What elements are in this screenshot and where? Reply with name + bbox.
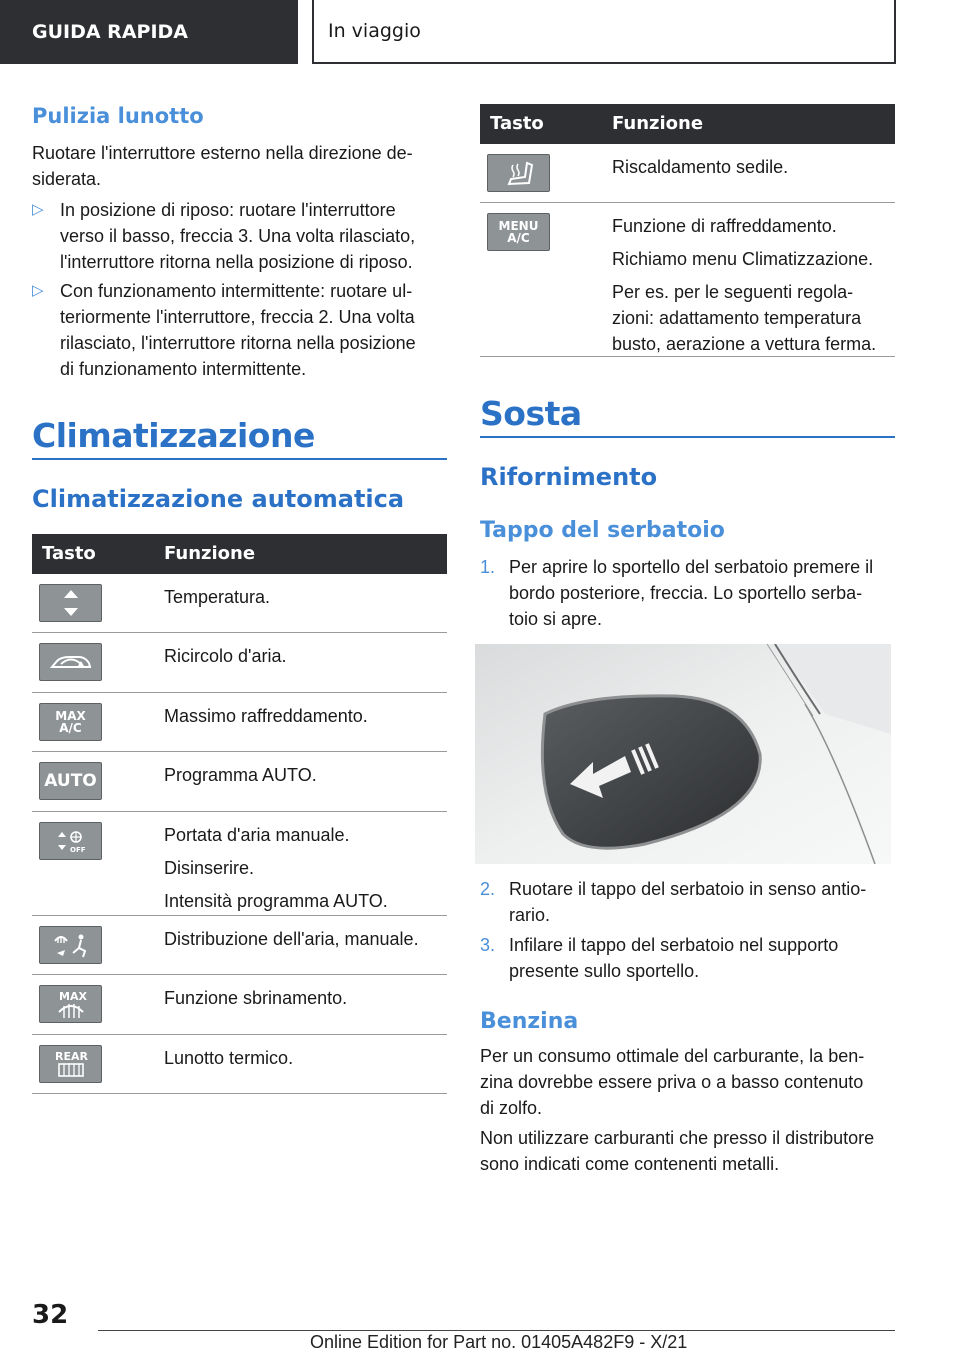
row-text: Ricircolo d'aria. <box>164 646 287 666</box>
row-text: Lunotto termico. <box>164 1048 294 1068</box>
row-text: Per es. per le seguenti regola- zioni: adattamento temperatura busto, aerazione a vettura ferma. <box>612 282 877 354</box>
pulizia-intro-line: Ruotare l'interruttore esterno nella direzione de- <box>32 143 413 163</box>
clima-table <box>32 534 447 1094</box>
heading-rule <box>480 436 895 438</box>
table-row <box>32 916 447 975</box>
step-item <box>480 554 895 634</box>
step-line: Ruotare il tappo del serbatoio in senso antio- <box>509 879 867 899</box>
temperature-arrows-icon <box>39 584 102 622</box>
table-row <box>32 574 447 633</box>
menu-ac-icon: MENU A/C <box>487 213 550 251</box>
table-row <box>32 975 447 1035</box>
bullet-item <box>32 197 447 277</box>
step-item <box>480 876 895 930</box>
rear-defrost-icon <box>39 1045 102 1083</box>
pulizia-intro-line: siderata. <box>32 169 102 189</box>
step-line: rario. <box>509 905 551 925</box>
bullet-line: di funzionamento intermittente. <box>60 359 307 379</box>
table-header <box>32 534 447 574</box>
max-ac-icon: MAX A/C <box>39 703 102 741</box>
step-number: 2. <box>480 879 496 899</box>
fan-off-icon <box>39 822 102 860</box>
step-number: 3. <box>480 935 496 955</box>
bullet-line: In posizione di riposo: ruotare l'interruttore <box>60 200 396 220</box>
svg-text:OFF: OFF <box>69 846 86 854</box>
step-line: toio si apre. <box>509 609 603 629</box>
climatizzazione-heading: Climatizzazione <box>32 416 315 455</box>
row-text: Riscaldamento sedile. <box>612 157 789 177</box>
table-row <box>32 693 447 752</box>
row-text: Massimo raffreddamento. <box>164 706 368 726</box>
footer-edition: Online Edition for Part no. 01405A482F9 - X/21 <box>310 1332 688 1352</box>
bullet-line: teriormente l'interruttore, freccia 2. Una volta <box>60 307 415 327</box>
para-line: di zolfo. <box>480 1098 543 1118</box>
air-distribution-icon <box>39 926 102 964</box>
col-funzione: Funzione <box>612 113 704 134</box>
pulizia-intro <box>32 140 447 192</box>
col-funzione: Funzione <box>164 543 256 564</box>
table-row <box>480 144 895 203</box>
sosta-heading: Sosta <box>480 394 582 433</box>
row-text: Richiamo menu Climatizzazione. <box>612 249 874 269</box>
table-row <box>32 1035 447 1094</box>
recirculation-icon <box>39 643 102 681</box>
row-text: Funzione sbrinamento. <box>164 988 348 1008</box>
step-item <box>480 932 895 986</box>
bullet-line: l'interruttore ritorna nella posizione di riposo. <box>60 252 413 272</box>
row-text: Distribuzione dell'aria, manuale. <box>164 929 419 949</box>
seat-heating-icon <box>487 154 550 192</box>
bullet-line: verso il basso, freccia 3. Una volta rilasciato, <box>60 226 416 246</box>
table-row <box>32 752 447 812</box>
step-line: Per aprire lo sportello del serbatoio premere il <box>509 557 874 577</box>
chapter-tab: In viaggio <box>312 0 896 64</box>
para-line: Non utilizzare carburanti che presso il distributore <box>480 1128 875 1148</box>
pulizia-title: Pulizia lunotto <box>32 104 204 128</box>
max-defrost-icon <box>39 985 102 1023</box>
bullet-line: Con funzionamento intermittente: ruotare ul- <box>60 281 413 301</box>
step-line: bordo posteriore, freccia. Lo sportello serba- <box>509 583 863 603</box>
bullet-item <box>32 278 447 384</box>
benzina-para-2 <box>480 1125 900 1177</box>
para-line: sono indicati come contenenti metalli. <box>480 1154 780 1174</box>
step-number: 1. <box>480 557 496 577</box>
row-text: Funzione di raffreddamento. <box>612 216 837 236</box>
clima-auto-heading: Climatizzazione automatica <box>32 485 405 513</box>
svg-text:MAX: MAX <box>58 990 87 1003</box>
table-header <box>480 104 895 144</box>
table-row <box>480 203 895 357</box>
section-tab: GUIDA RAPIDA <box>0 0 298 64</box>
bullet-line: rilasciato, l'interruttore ritorna nella posizione <box>60 333 416 353</box>
bullet-marker: ▷ <box>32 282 44 299</box>
row-text: Temperatura. <box>164 587 271 607</box>
page-number: 32 <box>32 1300 69 1330</box>
table-row <box>32 812 447 916</box>
auto-icon: AUTO <box>39 762 102 800</box>
tappo-heading: Tappo del serbatoio <box>480 518 725 543</box>
para-line: zina dovrebbe essere priva o a basso contenuto <box>480 1072 864 1092</box>
benzina-heading: Benzina <box>480 1009 579 1034</box>
row-text: Disinserire. <box>164 858 255 878</box>
para-line: Per un consumo ottimale del carburante, la ben- <box>480 1046 865 1066</box>
footer-rule <box>98 1330 895 1331</box>
seat-table <box>480 104 895 357</box>
col-tasto: Tasto <box>490 113 544 134</box>
row-text: Programma AUTO. <box>164 765 317 785</box>
bullet-marker: ▷ <box>32 201 44 218</box>
row-text: Portata d'aria manuale. <box>164 825 350 845</box>
benzina-para-1 <box>480 1043 900 1121</box>
col-tasto: Tasto <box>42 543 96 564</box>
svg-text:REAR: REAR <box>54 1050 88 1063</box>
rifornimento-heading: Rifornimento <box>480 463 658 491</box>
heading-rule <box>32 458 447 460</box>
fuel-flap-photo <box>475 644 891 864</box>
step-line: presente sullo sportello. <box>509 961 700 981</box>
table-row <box>32 633 447 693</box>
step-line: Infilare il tappo del serbatoio nel supporto <box>509 935 839 955</box>
row-text: Intensità programma AUTO. <box>164 891 388 911</box>
